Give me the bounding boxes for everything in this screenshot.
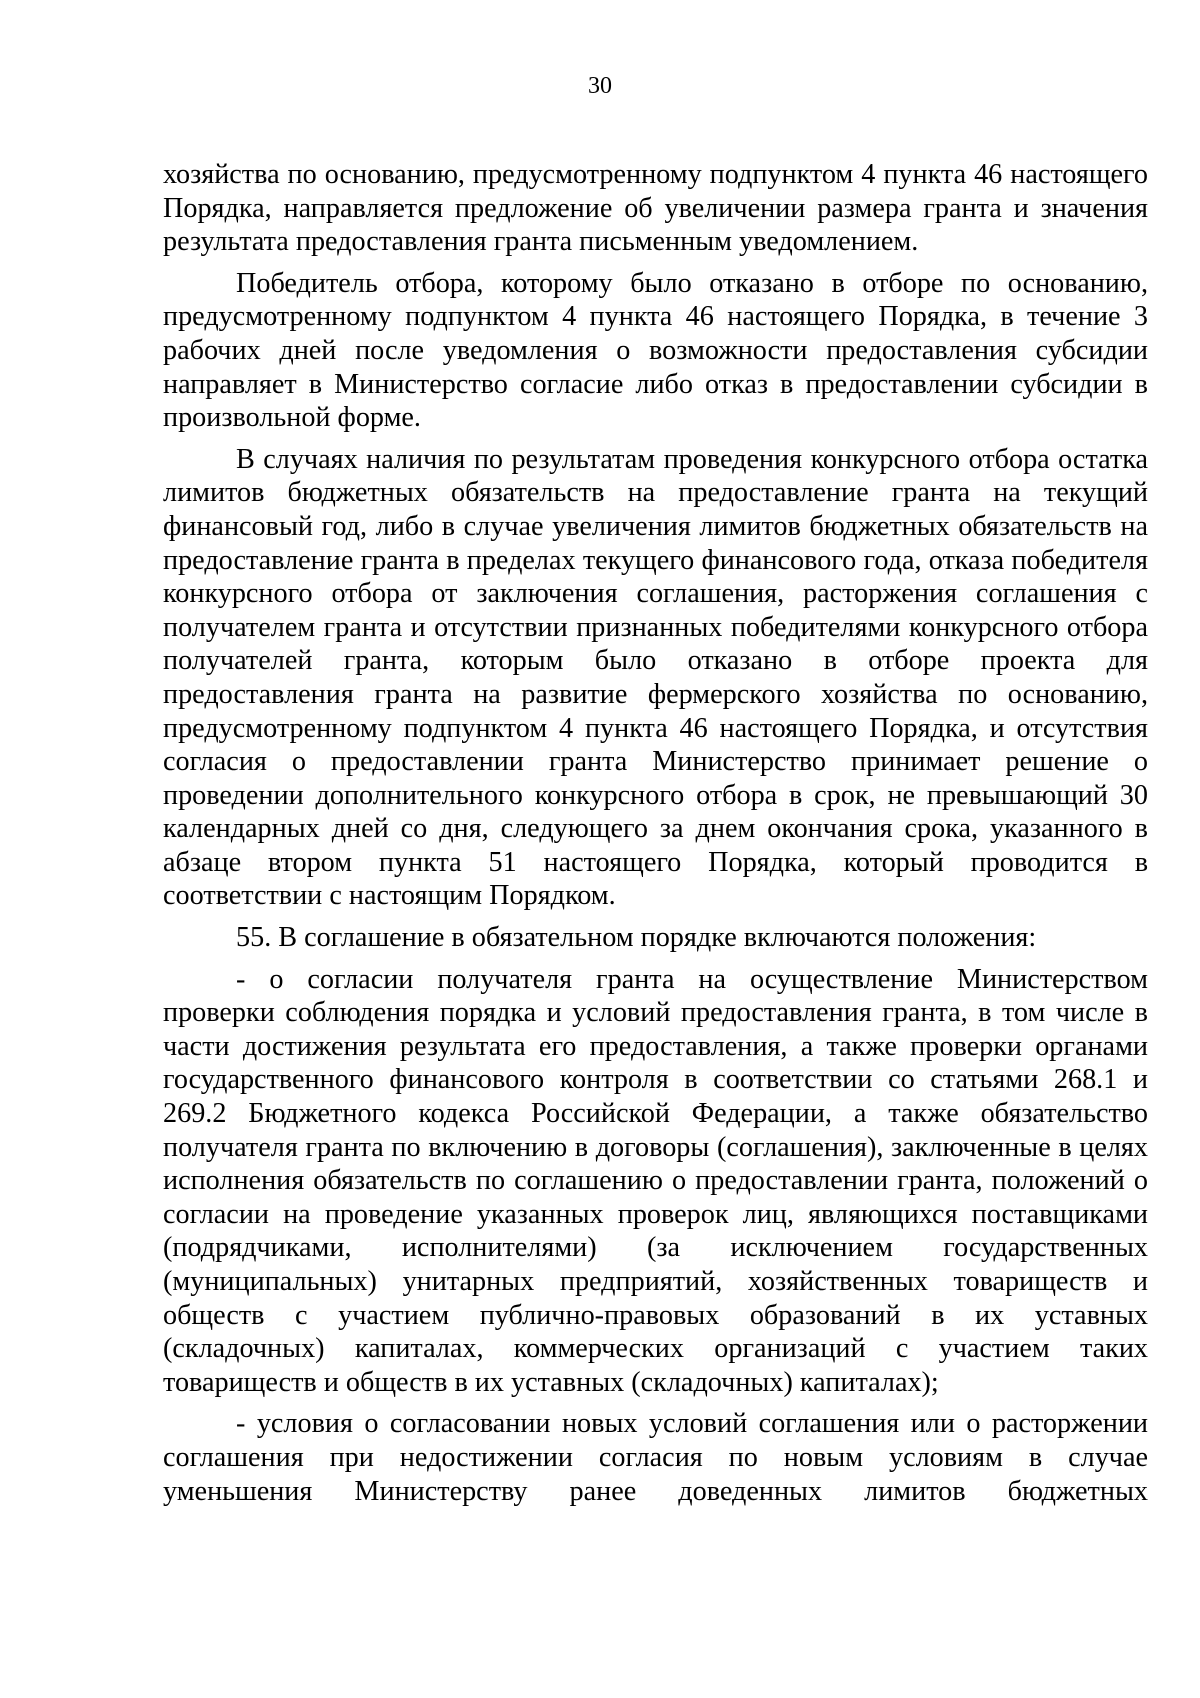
list-item-consent-inspection: - о согласии получателя гранта на осуществление Министерством проверки соблюдения порядка и условий предоставления гранта, в том числе в части достижения результата его предоставления, а также проверки органами государственного финансового контроля в соответствии со статьями 268.1 и 269.2 Бюджетного кодекса Российской Федерации, а также обязательство получателя гранта по включению в договоры (соглашения), заключенные в целях исполнения обязательств по соглашению о предоставлении гранта, положений о согласии на проведение указанных проверок лиц, являющихся поставщиками (подрядчиками, исполнителями) (за исключением государственных (муниципальных) унитарных предприятий, хозяйственных товариществ и обществ с участием публично-правовых образований в их уставных (складочных) капиталах, коммерческих организаций с участием таких товариществ и обществ в их уставных (складочных) капиталах); [163,963,1148,1398]
paragraph-section-55: 55. В соглашение в обязательном порядке включаются положения: [236,922,1037,954]
paragraph-winner-consent: Победитель отбора, которому было отказано в отборе по основанию, предусмотренному подпунктом 4 пункта 46 настоящего Порядка, в течение 3 рабочих дней после уведомления о возможности предоставления субсидии направляет в Министерство согласие либо отказ в предоставлении субсидии в произвольной форме. [163,267,1148,434]
list-item-new-conditions: - условия о согласовании новых условий соглашения или о расторжении соглашения при недостижении согласия по новым условиям в случае уменьшения Министерству ранее доведенных лимитов бюджетных [163,1408,1148,1507]
page-number: 30 [588,73,612,99]
paragraph-additional-selection: В случаях наличия по результатам проведения конкурсного отбора остатка лимитов бюджетных обязательств на предоставление гранта на текущий финансовый год, либо в случае увеличения лимитов бюджетных обязательств на предоставление гранта в пределах текущего финансового года, отказа победителя конкурсного отбора от заключения соглашения, расторжения соглашения с получателем гранта и отсутствии признанных победителями конкурсного отбора получателей гранта, которым было отказано в отборе проекта для предоставления гранта на развитие фермерского хозяйства по основанию, предусмотренному подпунктом 4 пункта 46 настоящего Порядка, и отсутствия согласия о предоставлении гранта Министерство принимает решение о проведении дополнительного конкурсного отбора в срок, не превышающий 30 календарных дней со дня, следующего за днем окончания срока, указанного в абзаце втором пункта 51 настоящего Порядка, который проводится в соответствии с настоящим Порядком. [163,443,1148,912]
document-body [163,158,1148,1516]
paragraph-continuation: хозяйства по основанию, предусмотренному подпунктом 4 пункта 46 настоящего Порядка, направляется предложение об увеличении размера гранта и значения результата предоставления гранта письменным уведомлением. [163,159,1148,258]
